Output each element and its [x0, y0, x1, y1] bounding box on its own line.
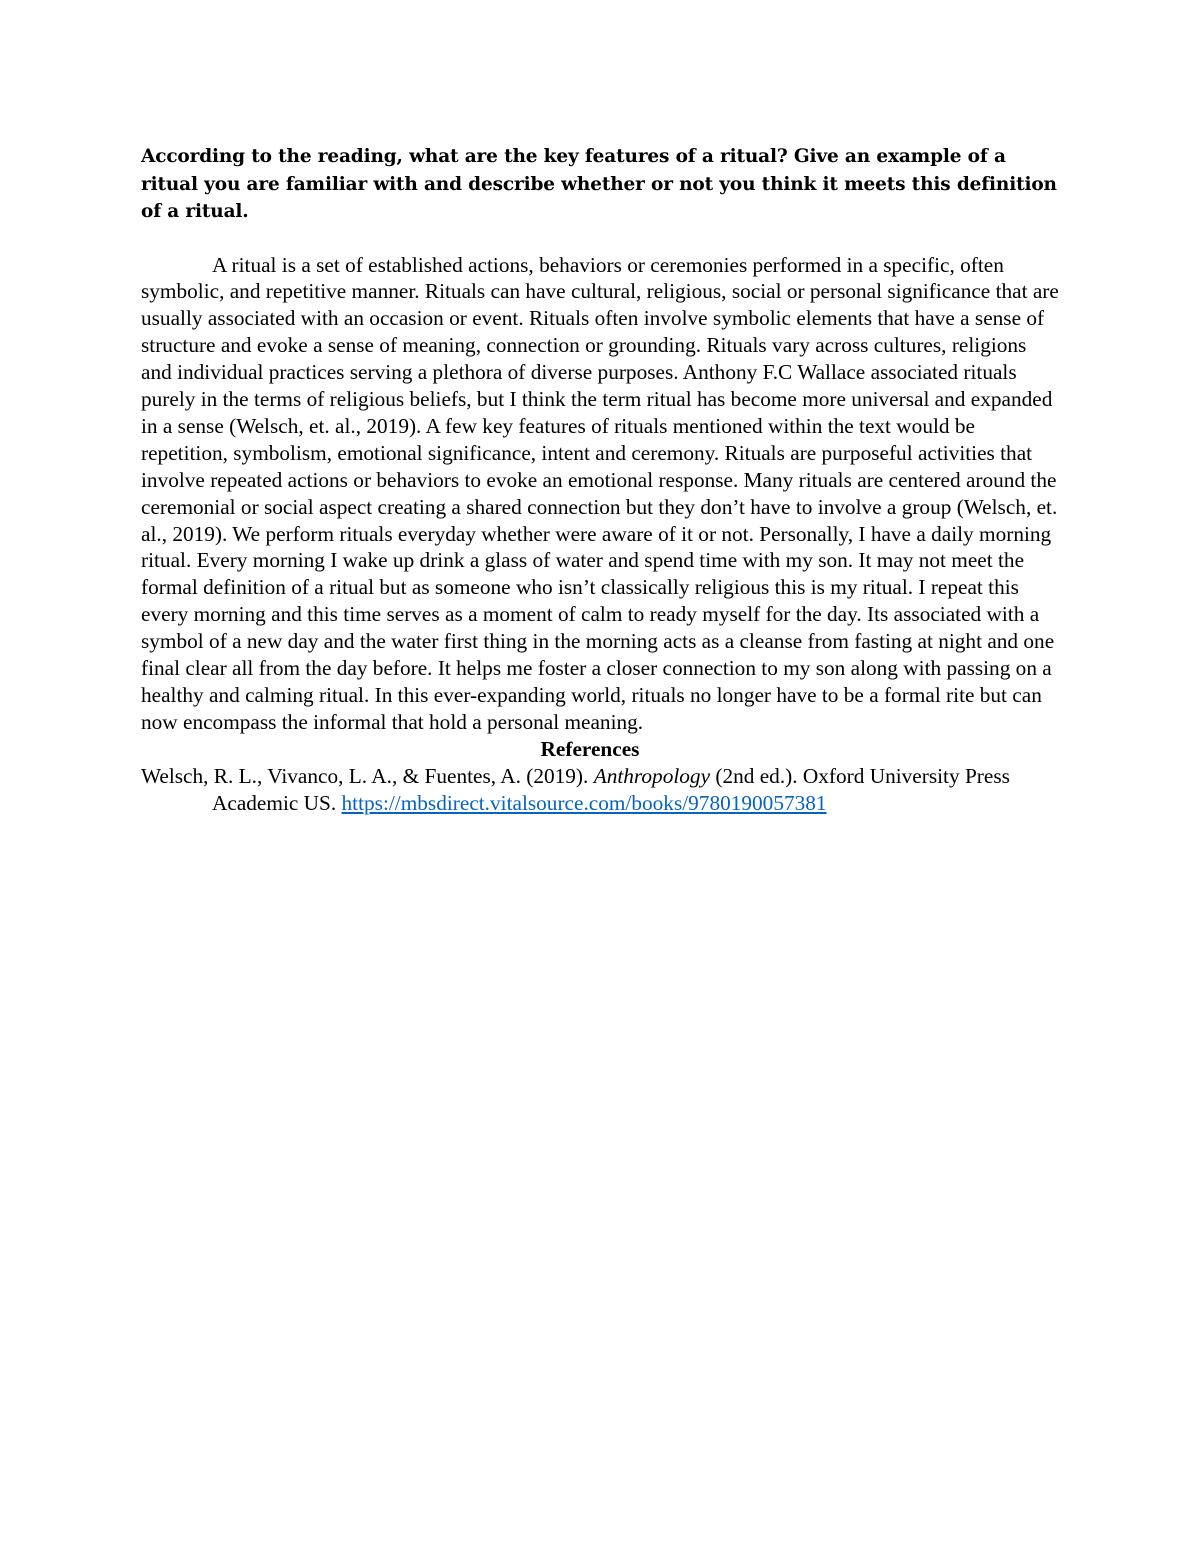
question-heading: According to the reading, what are the key features of a ritual? Give an example of a ritual you are familiar with and describe whether or not you think it meets this definition of a ritual.: [141, 146, 1057, 222]
citation-url-link[interactable]: https://mbsdirect.vitalsource.com/books/9780190057381: [341, 790, 827, 815]
answer-paragraph: A ritual is a set of established actions, behaviors or ceremonies performed in a specific, often symbolic, and repetitive manner. Rituals can have cultural, religious, social or personal significance that are usually associated with an occasion or event. Rituals often involve symbolic elements that have a sense of structure and evoke a sense of meaning, connection or grounding. Rituals vary across cultures, religions and individual practices serving a plethora of diverse purposes. Anthony F.C Wallace associated rituals purely in the terms of religious beliefs, but I think the term ritual has become more universal and expanded in a sense (Welsch, et. al., 2019). A few key features of rituals mentioned within the text would be repetition, symbolism, emotional significance, intent and ceremony. Rituals are purposeful activities that involve repeated actions or behaviors to evoke an emotional response. Many rituals are centered around the ceremonial or social aspect creating a shared connection but they don’t have to involve a group (Welsch, et. al., 2019). We perform rituals everyday whether were aware of it or not. Personally, I have a daily morning ritual. Every morning I wake up drink a glass of water and spend time with my son. It may not meet the formal definition of a ritual but as someone who isn’t classically religious this is my ritual. I repeat this every morning and this time serves as a moment of calm to ready myself for the day. Its associated with a symbol of a new day and the water first thing in the morning acts as a cleanse from fasting at night and one final clear all from the day before. It helps me foster a closer connection to my son along with passing on a healthy and calming ritual. In this ever-expanding world, rituals no longer have to be a formal rite but can now encompass the informal that hold a personal meaning.: [141, 252, 1059, 734]
references-heading: References: [540, 736, 640, 761]
citation-publisher: (2nd ed.). Oxford University Press Academic US.: [212, 763, 1010, 815]
reference-citation: [141, 763, 1061, 817]
document-body: [141, 143, 1061, 817]
citation-book-title: Anthropology: [593, 763, 711, 788]
citation-authors-year: Welsch, R. L., Vivanco, L. A., & Fuentes, A. (2019).: [141, 763, 594, 788]
